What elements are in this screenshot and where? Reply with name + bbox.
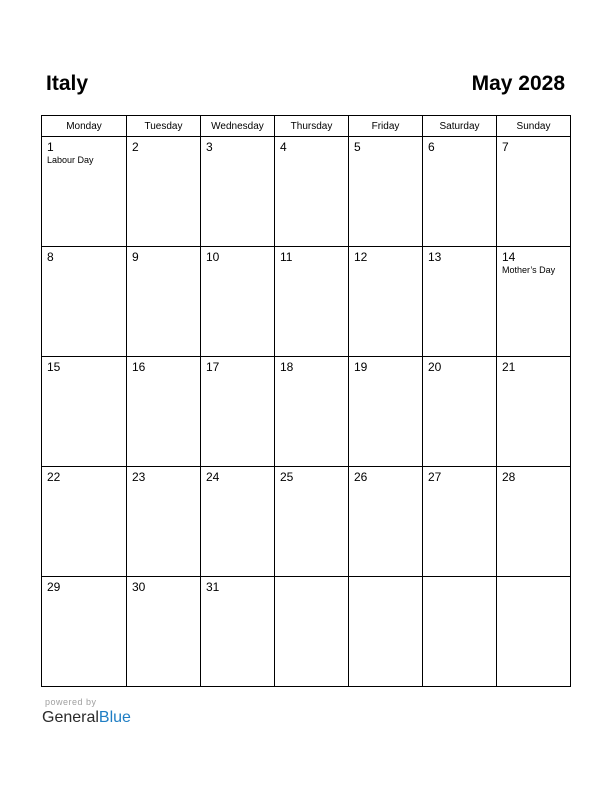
day-cell bbox=[423, 577, 497, 687]
holiday-label bbox=[275, 580, 348, 581]
holiday-label bbox=[349, 154, 422, 155]
month-year-title: May 2028 bbox=[471, 72, 565, 95]
day-cell bbox=[127, 137, 201, 247]
day-number: 14 bbox=[502, 250, 516, 264]
day-cell bbox=[127, 357, 201, 467]
weekday-header: Wednesday bbox=[201, 116, 275, 137]
holiday-label bbox=[275, 154, 348, 155]
holiday-label bbox=[275, 374, 348, 375]
day-number: 4 bbox=[280, 140, 287, 154]
holiday-label bbox=[497, 580, 570, 581]
holiday-label bbox=[127, 374, 200, 375]
day-number: 28 bbox=[502, 470, 516, 484]
weekday-header: Tuesday bbox=[127, 116, 201, 137]
holiday-label bbox=[423, 580, 496, 581]
brand-general-text: General bbox=[42, 709, 99, 726]
day-cell bbox=[497, 577, 571, 687]
holiday-label bbox=[349, 580, 422, 581]
day-cell bbox=[42, 467, 127, 577]
holiday-label bbox=[349, 484, 422, 485]
weekday-header-row bbox=[42, 116, 571, 137]
day-number: 25 bbox=[280, 470, 294, 484]
day-number: 30 bbox=[132, 580, 146, 594]
holiday-label bbox=[42, 374, 126, 375]
day-cell bbox=[497, 357, 571, 467]
holiday-label bbox=[42, 484, 126, 485]
day-number: 16 bbox=[132, 360, 146, 374]
day-cell bbox=[201, 137, 275, 247]
holiday-label bbox=[423, 264, 496, 265]
day-number: 12 bbox=[354, 250, 368, 264]
holiday-label bbox=[349, 374, 422, 375]
day-number: 31 bbox=[206, 580, 220, 594]
day-cell bbox=[497, 137, 571, 247]
day-number: 9 bbox=[132, 250, 139, 264]
day-cell bbox=[201, 357, 275, 467]
calendar-grid bbox=[41, 115, 571, 687]
week-row bbox=[42, 467, 571, 577]
week-row bbox=[42, 357, 571, 467]
day-number: 19 bbox=[354, 360, 368, 374]
day-cell bbox=[127, 247, 201, 357]
day-cell bbox=[349, 467, 423, 577]
day-cell bbox=[275, 247, 349, 357]
day-number: 8 bbox=[47, 250, 54, 264]
weekday-header: Friday bbox=[349, 116, 423, 137]
holiday-label bbox=[201, 594, 274, 595]
day-number: 2 bbox=[132, 140, 139, 154]
day-number: 1 bbox=[47, 140, 54, 154]
day-number: 17 bbox=[206, 360, 220, 374]
holiday-label bbox=[497, 154, 570, 155]
day-number: 22 bbox=[47, 470, 61, 484]
generalblue-logo[interactable] bbox=[42, 708, 131, 728]
day-cell bbox=[349, 577, 423, 687]
day-number: 20 bbox=[428, 360, 442, 374]
holiday-label bbox=[275, 264, 348, 265]
footer-branding bbox=[42, 697, 131, 728]
day-cell bbox=[275, 577, 349, 687]
holiday-label bbox=[497, 374, 570, 375]
day-number: 3 bbox=[206, 140, 213, 154]
weekday-header: Saturday bbox=[423, 116, 497, 137]
holiday-label bbox=[275, 484, 348, 485]
day-number: 23 bbox=[132, 470, 146, 484]
holiday-label bbox=[127, 264, 200, 265]
day-number: 29 bbox=[47, 580, 61, 594]
holiday-label bbox=[201, 484, 274, 485]
day-cell bbox=[497, 247, 571, 357]
day-number: 18 bbox=[280, 360, 294, 374]
weekday-header: Sunday bbox=[497, 116, 571, 137]
holiday-label bbox=[349, 264, 422, 265]
day-cell bbox=[42, 247, 127, 357]
day-cell bbox=[127, 467, 201, 577]
day-cell bbox=[349, 357, 423, 467]
day-cell bbox=[42, 137, 127, 247]
day-number: 6 bbox=[428, 140, 435, 154]
brand-blue-text: Blue bbox=[98, 709, 131, 726]
day-cell bbox=[423, 247, 497, 357]
holiday-label bbox=[127, 484, 200, 485]
day-number: 24 bbox=[206, 470, 220, 484]
day-cell bbox=[497, 467, 571, 577]
holiday-label bbox=[42, 264, 126, 265]
holiday-label bbox=[423, 154, 496, 155]
day-cell bbox=[275, 357, 349, 467]
week-row bbox=[42, 247, 571, 357]
day-cell bbox=[349, 247, 423, 357]
day-number: 13 bbox=[428, 250, 442, 264]
day-number: 7 bbox=[502, 140, 509, 154]
day-cell bbox=[423, 467, 497, 577]
day-number: 10 bbox=[206, 250, 220, 264]
holiday-label: Labour Day bbox=[47, 155, 94, 165]
weekday-header: Thursday bbox=[275, 116, 349, 137]
holiday-label bbox=[201, 264, 274, 265]
holiday-label: Mother’s Day bbox=[502, 265, 556, 275]
holiday-label bbox=[127, 594, 200, 595]
holiday-label bbox=[423, 484, 496, 485]
powered-by-text: powered by bbox=[45, 697, 97, 707]
day-cell bbox=[127, 577, 201, 687]
day-number: 21 bbox=[502, 360, 516, 374]
day-cell bbox=[275, 137, 349, 247]
day-cell bbox=[423, 357, 497, 467]
week-row bbox=[42, 577, 571, 687]
day-number: 26 bbox=[354, 470, 368, 484]
holiday-label bbox=[201, 374, 274, 375]
holiday-label bbox=[42, 594, 126, 595]
day-cell bbox=[275, 467, 349, 577]
holiday-label bbox=[201, 154, 274, 155]
holiday-label bbox=[497, 484, 570, 485]
day-cell bbox=[201, 247, 275, 357]
day-cell bbox=[349, 137, 423, 247]
day-cell bbox=[201, 467, 275, 577]
day-number: 27 bbox=[428, 470, 442, 484]
weekday-header: Monday bbox=[42, 116, 127, 137]
day-number: 15 bbox=[47, 360, 61, 374]
holiday-label bbox=[423, 374, 496, 375]
holiday-label bbox=[127, 154, 200, 155]
day-number: 5 bbox=[354, 140, 361, 154]
day-cell bbox=[423, 137, 497, 247]
day-cell bbox=[42, 577, 127, 687]
week-row bbox=[42, 137, 571, 247]
country-title: Italy bbox=[46, 72, 89, 95]
day-cell bbox=[201, 577, 275, 687]
day-cell bbox=[42, 357, 127, 467]
day-number: 11 bbox=[280, 250, 293, 264]
